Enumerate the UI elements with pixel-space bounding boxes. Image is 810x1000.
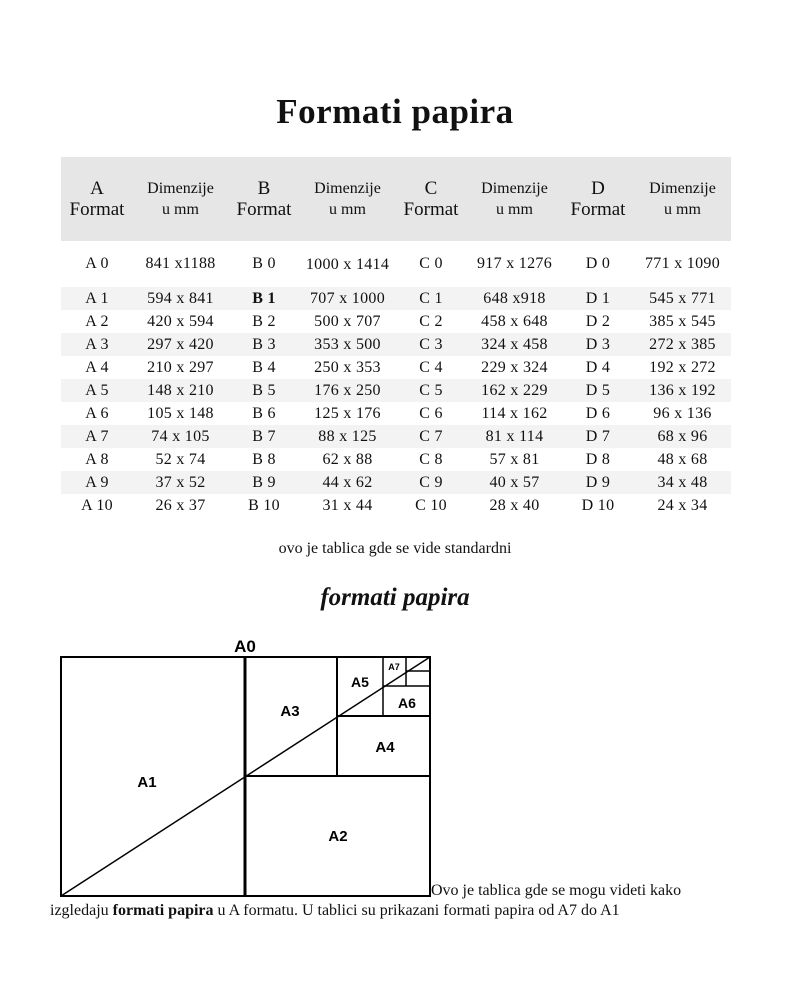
table-cell: A 6 bbox=[85, 404, 109, 422]
table-cell: C 10 bbox=[415, 496, 447, 514]
label-a3: A3 bbox=[280, 703, 300, 720]
table-cell: D 10 bbox=[581, 496, 615, 514]
table-row bbox=[61, 356, 731, 379]
label-a6: A6 bbox=[398, 695, 416, 711]
table-cell: B 6 bbox=[252, 404, 276, 422]
label-a5: A5 bbox=[351, 674, 369, 690]
table-cell: 272 x 385 bbox=[634, 333, 731, 356]
header-d-format: D Format bbox=[562, 157, 634, 241]
table-cell: A 5 bbox=[61, 379, 133, 402]
table-cell: 48 x 68 bbox=[657, 450, 708, 468]
table-cell: D 2 bbox=[585, 312, 611, 330]
table-cell: 324 x 458 bbox=[467, 333, 562, 356]
table-cell: 136 x 192 bbox=[634, 379, 731, 402]
table-cell: 420 x 594 bbox=[147, 312, 214, 330]
table-cell: C 1 bbox=[395, 287, 467, 310]
table-cell: 62 x 88 bbox=[322, 450, 373, 468]
table-cell: 594 x 841 bbox=[133, 287, 228, 310]
table-cell: 105 x 148 bbox=[147, 404, 214, 422]
table-cell: 26 x 37 bbox=[155, 496, 206, 514]
a-format-diagram bbox=[60, 636, 432, 898]
label-a1: A1 bbox=[137, 774, 157, 791]
table-cell: A 4 bbox=[85, 358, 109, 376]
table-row bbox=[61, 402, 731, 425]
section-subtitle: formati papira bbox=[320, 584, 470, 611]
header-b-format: B Format bbox=[228, 157, 300, 241]
table-cell: D 4 bbox=[585, 358, 611, 376]
table-cell: 114 x 162 bbox=[481, 404, 548, 422]
table-row bbox=[61, 448, 731, 471]
table-row bbox=[61, 379, 731, 402]
table-cell: 841 x1188 bbox=[145, 255, 216, 272]
table-cell: B 1 bbox=[228, 287, 300, 310]
table-cell: 88 x 125 bbox=[300, 425, 395, 448]
table-cell: 125 x 176 bbox=[314, 404, 381, 422]
table-cell: 229 x 324 bbox=[481, 358, 548, 376]
table-cell: D 6 bbox=[585, 404, 611, 422]
table-cell: B 10 bbox=[248, 496, 280, 514]
description-line-2: izgledaju formati papira u A formatu. U tablici su prikazani formati papira od A7 do A1 bbox=[50, 902, 620, 919]
paper-formats-table bbox=[61, 157, 731, 517]
table-cell: A 3 bbox=[61, 333, 133, 356]
table-cell: 148 x 210 bbox=[133, 379, 228, 402]
table-cell: D 1 bbox=[562, 287, 634, 310]
table-cell: 68 x 96 bbox=[634, 425, 731, 448]
table-cell: B 5 bbox=[228, 379, 300, 402]
table-cell: C 8 bbox=[419, 450, 443, 468]
table-cell: C 3 bbox=[395, 333, 467, 356]
table-cell: 40 x 57 bbox=[467, 471, 562, 494]
table-cell: C 0 bbox=[419, 255, 443, 272]
description-line-1: Ovo je tablica gde se mogu videti kako bbox=[431, 882, 682, 899]
table-cell: D 5 bbox=[562, 379, 634, 402]
table-cell: C 4 bbox=[419, 358, 443, 376]
table-cell: 297 x 420 bbox=[133, 333, 228, 356]
table-cell: 500 x 707 bbox=[314, 312, 381, 330]
table-cell: 37 x 52 bbox=[133, 471, 228, 494]
description-bold-term: formati papira bbox=[112, 902, 214, 919]
table-cell: A 7 bbox=[61, 425, 133, 448]
table-cell: 52 x 74 bbox=[155, 450, 206, 468]
table-cell: 210 x 297 bbox=[147, 358, 214, 376]
table-cell: B 9 bbox=[228, 471, 300, 494]
header-c-format: C Format bbox=[395, 157, 467, 241]
table-cell: 648 x918 bbox=[467, 287, 562, 310]
table-cell: B 3 bbox=[228, 333, 300, 356]
table-cell: 917 x 1276 bbox=[477, 255, 552, 272]
table-cell: B 0 bbox=[252, 255, 276, 272]
header-d-dimensions: Dimenzije u mm bbox=[634, 157, 731, 241]
table-cell: D 3 bbox=[562, 333, 634, 356]
label-a2: A2 bbox=[328, 828, 348, 845]
table-cell: C 7 bbox=[395, 425, 467, 448]
table-caption: ovo je tablica gde se vide standardni bbox=[278, 540, 512, 557]
table-cell: 28 x 40 bbox=[489, 496, 540, 514]
table-cell: A 10 bbox=[81, 496, 113, 514]
table-cell: 545 x 771 bbox=[634, 287, 731, 310]
label-a7: A7 bbox=[388, 662, 400, 672]
table-cell: 176 x 250 bbox=[300, 379, 395, 402]
table-cell: 771 x 1090 bbox=[645, 255, 720, 272]
table-cell: D 0 bbox=[585, 255, 611, 272]
table-cell: 44 x 62 bbox=[300, 471, 395, 494]
table-cell: 353 x 500 bbox=[300, 333, 395, 356]
table-cell: D 8 bbox=[585, 450, 611, 468]
table-header-row bbox=[61, 157, 731, 241]
table-cell: 81 x 114 bbox=[467, 425, 562, 448]
table-cell: A 9 bbox=[61, 471, 133, 494]
table-row bbox=[61, 333, 731, 356]
table-cell: A 0 bbox=[85, 255, 109, 272]
table-cell: 1000 x 1414 bbox=[305, 255, 390, 273]
table-cell: A 8 bbox=[85, 450, 109, 468]
table-cell: 31 x 44 bbox=[322, 496, 373, 514]
table-cell: C 6 bbox=[419, 404, 443, 422]
table-cell: C 5 bbox=[395, 379, 467, 402]
label-a4: A4 bbox=[375, 739, 395, 756]
header-a-format: A Format bbox=[61, 157, 133, 241]
table-cell: D 9 bbox=[562, 471, 634, 494]
table-cell: 192 x 272 bbox=[649, 358, 716, 376]
table-cell: B 8 bbox=[252, 450, 276, 468]
table-cell: C 9 bbox=[395, 471, 467, 494]
table-cell: 74 x 105 bbox=[133, 425, 228, 448]
table-row bbox=[61, 494, 731, 517]
header-b-dimensions: Dimenzije u mm bbox=[300, 157, 395, 241]
table-cell: 24 x 34 bbox=[657, 496, 708, 514]
table-cell: 34 x 48 bbox=[634, 471, 731, 494]
page-title: Formati papira bbox=[276, 92, 514, 131]
table-cell: 250 x 353 bbox=[314, 358, 381, 376]
table-cell: 162 x 229 bbox=[467, 379, 562, 402]
table-cell: 385 x 545 bbox=[649, 312, 716, 330]
table-cell: 707 x 1000 bbox=[300, 287, 395, 310]
table-row bbox=[61, 425, 731, 448]
table-cell: B 2 bbox=[252, 312, 276, 330]
table-cell: C 2 bbox=[419, 312, 443, 330]
table-row bbox=[61, 310, 731, 333]
header-a-dimensions: Dimenzije u mm bbox=[133, 157, 228, 241]
table-cell: 96 x 136 bbox=[653, 404, 712, 422]
table-cell: D 7 bbox=[562, 425, 634, 448]
label-a0: A0 bbox=[234, 637, 256, 656]
table-cell: A 2 bbox=[85, 312, 109, 330]
table-cell: B 7 bbox=[228, 425, 300, 448]
table-row bbox=[61, 471, 731, 494]
table-row bbox=[61, 287, 731, 310]
header-c-dimensions: Dimenzije u mm bbox=[467, 157, 562, 241]
table-cell: A 1 bbox=[61, 287, 133, 310]
table-cell: 57 x 81 bbox=[489, 450, 540, 468]
table-cell: B 4 bbox=[252, 358, 276, 376]
table-cell: 458 x 648 bbox=[481, 312, 548, 330]
table-row bbox=[61, 241, 731, 287]
